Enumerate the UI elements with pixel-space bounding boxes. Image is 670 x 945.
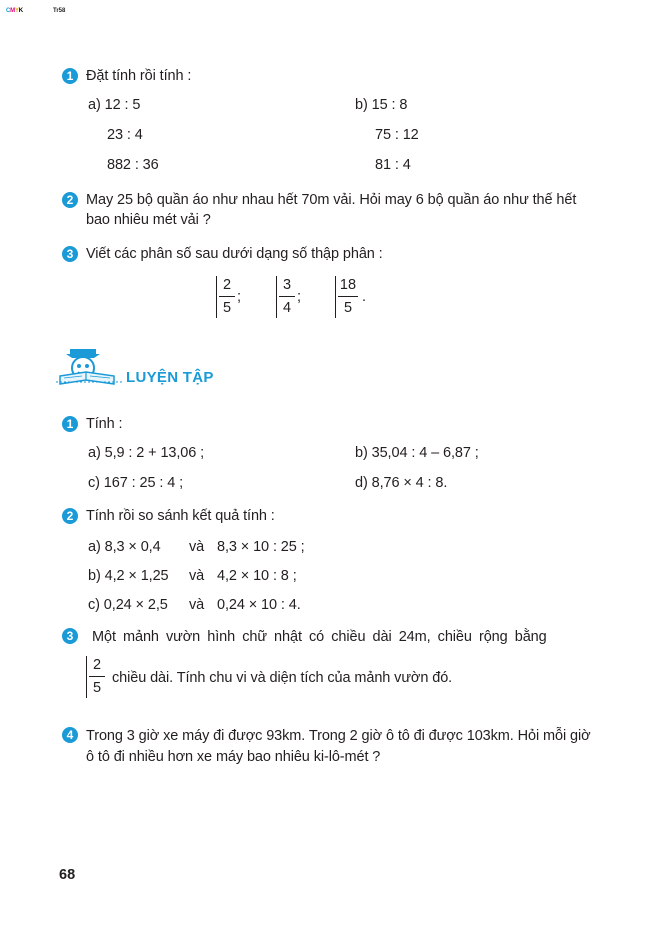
practice-1-instruction: Tính :	[86, 416, 123, 432]
page-number: 68	[59, 867, 76, 883]
exercise-3-instruction: Viết các phân số sau dưới dạng số thập phân :	[86, 246, 383, 262]
practice-1-c: c) 167 : 25 : 4 ;	[88, 475, 184, 491]
practice-2-b-va: và	[189, 568, 205, 584]
practice-4-line1: Trong 3 giờ xe máy đi được 93km. Trong 2 giờ ô tô đi được 103km. Hỏi mỗi giờ	[86, 728, 591, 744]
exercise-number-2: 2	[62, 192, 78, 208]
practice-1-d: d) 8,76 × 4 : 8.	[355, 475, 448, 491]
fraction-2-5	[219, 276, 235, 317]
numerator: 2	[89, 656, 105, 677]
practice-2-a-va: và	[189, 539, 205, 555]
practice-2-a-left: a) 8,3 × 0,4	[88, 539, 161, 555]
exercise-2-line2: bao nhiêu mét vải ?	[86, 212, 211, 228]
exercise-1-a1: a) 12 : 5	[88, 97, 141, 113]
exercise-1-b2: 75 : 12	[375, 127, 419, 143]
exercise-1-instruction: Đặt tính rồi tính :	[86, 68, 192, 84]
page-code: Tr58	[53, 8, 66, 14]
practice-number-3: 3	[62, 628, 78, 644]
separator: ;	[237, 289, 241, 305]
separator: ;	[297, 289, 301, 305]
fraction-3-4	[279, 276, 295, 317]
practice-2-b-left: b) 4,2 × 1,25	[88, 568, 169, 584]
practice-1-a: a) 5,9 : 2 + 13,06 ;	[88, 445, 205, 461]
practice-2-b-right: 4,2 × 10 : 8 ;	[217, 568, 297, 584]
practice-2-c-right: 0,24 × 10 : 4.	[217, 597, 301, 613]
denominator: 4	[282, 300, 292, 316]
practice-2-c-va: và	[189, 597, 205, 613]
practice-3-line1: Một mảnh vườn hình chữ nhật có chiều dài 24m, chiều rộng bằng	[92, 629, 547, 645]
fraction-2-5-practice	[89, 656, 105, 697]
exercise-number-1: 1	[62, 68, 78, 84]
numerator: 2	[219, 276, 235, 297]
exercise-1-a3: 882 : 36	[107, 157, 159, 173]
mascot-reading-icon	[56, 346, 122, 386]
denominator: 5	[92, 680, 102, 696]
practice-number-2: 2	[62, 508, 78, 524]
exercise-number-3: 3	[62, 246, 78, 262]
exercise-1-b3: 81 : 4	[375, 157, 411, 173]
exercise-2-line1: May 25 bộ quần áo như nhau hết 70m vải. Hỏi may 6 bộ quần áo như thế hết	[86, 192, 577, 208]
numerator: 18	[338, 276, 358, 297]
practice-number-4: 4	[62, 727, 78, 743]
practice-2-instruction: Tính rồi so sánh kết quả tính :	[86, 508, 275, 524]
exercise-1-a2: 23 : 4	[107, 127, 143, 143]
denominator: 5	[343, 300, 353, 316]
numerator: 3	[279, 276, 295, 297]
cmyk-mark: CMYK	[6, 8, 23, 14]
practice-2-c-left: c) 0,24 × 2,5	[88, 597, 168, 613]
practice-1-b: b) 35,04 : 4 – 6,87 ;	[355, 445, 479, 461]
practice-4-line2: ô tô đi nhiều hơn xe máy bao nhiêu ki-lô-mét ?	[86, 749, 381, 765]
section-title: LUYỆN TẬP	[126, 369, 214, 386]
practice-3-line2: chiều dài. Tính chu vi và diện tích của mảnh vườn đó.	[112, 670, 453, 686]
fraction-18-5	[338, 276, 358, 317]
practice-2-a-right: 8,3 × 10 : 25 ;	[217, 539, 305, 555]
denominator: 5	[222, 300, 232, 316]
practice-number-1: 1	[62, 416, 78, 432]
separator: .	[362, 289, 366, 305]
exercise-1-b1: b) 15 : 8	[355, 97, 408, 113]
